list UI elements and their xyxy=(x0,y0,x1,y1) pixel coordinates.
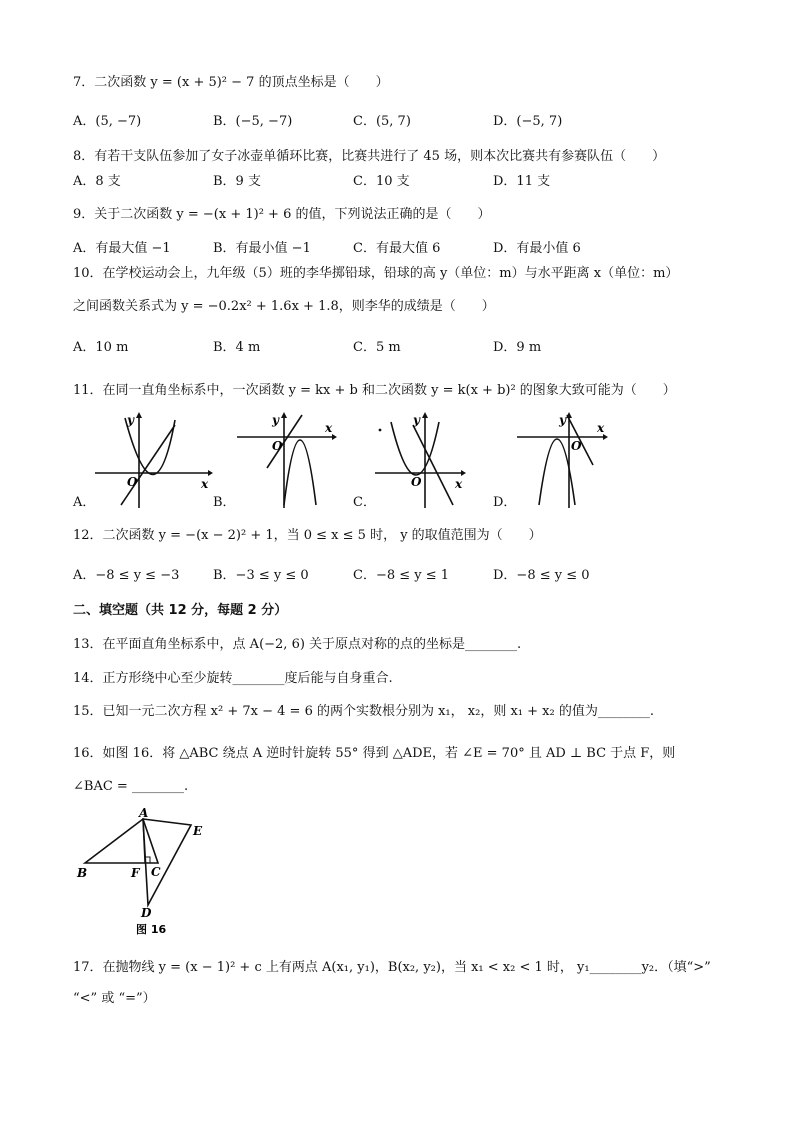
q11-option-b: B． xyxy=(213,495,236,510)
q11c-origin-label: O xyxy=(411,475,422,489)
q11d-origin-label: O xyxy=(571,439,582,453)
q11-graph-b xyxy=(232,410,352,510)
q11-option-c: C． xyxy=(353,495,376,510)
q7-option-c: C．(5, 7) xyxy=(353,114,411,129)
q11b-origin-label: O xyxy=(272,439,283,453)
q16-figure xyxy=(73,805,213,940)
q17-stem-line2: “<” 或 “=”） xyxy=(73,991,156,1006)
q16-caption: 图 16 xyxy=(136,923,167,936)
q11b-x-label: x xyxy=(325,421,333,435)
q8-option-a: A．8 支 xyxy=(73,174,121,189)
q11-stem: 11．在同一直角坐标系中，一次函数 y = kx + b 和二次函数 y = k(x + b)² 的图象大致可能为（ ） xyxy=(73,383,676,398)
q9-option-b: B．有最小值 −1 xyxy=(213,241,311,256)
q7-option-a: A．(5, −7) xyxy=(73,114,142,129)
q11a-x-label: x xyxy=(201,477,209,491)
q7-stem: 7．二次函数 y = (x + 5)² − 7 的顶点坐标是（ ） xyxy=(73,75,389,90)
q8-option-c: C．10 支 xyxy=(353,174,410,189)
q16-label-a: A xyxy=(139,806,149,820)
q8-option-b: B．9 支 xyxy=(213,174,261,189)
q10-option-d: D．9 m xyxy=(493,340,542,355)
q16-label-b: B xyxy=(77,866,88,880)
q17-stem-line1: 17．在抛物线 y = (x − 1)² + c 上有两点 A(x₁, y₁)，B(x₂, y₂)，当 x₁ < x₂ < 1 时， y₁________y₂．（填“>” xyxy=(73,960,711,975)
q10-stem-line1: 10．在学校运动会上，九年级（5）班的李华掷铅球，铅球的高 y（单位：m）与水平距离 x（单位：m） xyxy=(73,266,679,281)
q11d-y-label: y xyxy=(559,413,566,427)
q8-stem: 8．有若干支队伍参加了女子冰壶单循环比赛，比赛共进行了 45 场，则本次比赛共有参赛队伍（ ） xyxy=(73,149,666,164)
q12-option-d: D．−8 ≤ y ≤ 0 xyxy=(493,568,590,583)
q8-option-d: D．11 支 xyxy=(493,174,551,189)
q11c-x-label: x xyxy=(455,477,463,491)
q16-label-e: E xyxy=(193,824,203,838)
section-2-title: 二、填空题（共 12 分，每题 2 分） xyxy=(73,603,288,618)
q15-stem: 15．已知一元二次方程 x² + 7x − 4 = 6 的两个实数根分别为 x₁， x₂，则 x₁ + x₂ 的值为________. xyxy=(73,704,654,719)
q16-stem-line2: ∠BAC = ________. xyxy=(73,779,189,794)
q11-option-a: A． xyxy=(73,495,96,510)
q9-option-d: D．有最小值 6 xyxy=(493,241,581,256)
q16-label-c: C xyxy=(151,865,161,879)
q12-option-a: A．−8 ≤ y ≤ −3 xyxy=(73,568,180,583)
q10-stem-line2: 之间函数关系式为 y = −0.2x² + 1.6x + 1.8，则李华的成绩是（ ） xyxy=(73,299,495,314)
q12-stem: 12．二次函数 y = −(x − 2)² + 1，当 0 ≤ x ≤ 5 时， y 的取值范围为（ ） xyxy=(73,528,542,543)
q11-graph-a xyxy=(93,410,213,510)
q11c-y-label: y xyxy=(413,413,420,427)
q10-option-c: C．5 m xyxy=(353,340,401,355)
q7-option-d: D．(−5, 7) xyxy=(493,114,563,129)
q16-stem-line1: 16．如图 16．将 △ABC 绕点 A 逆时针旋转 55° 得到 △ADE，若 ∠E = 70° 且 AD ⊥ BC 于点 F，则 xyxy=(73,746,676,761)
q11a-origin-label: O xyxy=(127,475,138,489)
q11b-y-label: y xyxy=(272,413,279,427)
q14-stem: 14．正方形绕中心至少旋转________度后能与自身重合. xyxy=(73,671,393,686)
q16-label-f: F xyxy=(131,866,140,880)
q11-graph-c xyxy=(373,410,473,510)
q16-label-d: D xyxy=(141,906,152,920)
q10-option-b: B．4 m xyxy=(213,340,261,355)
q7-option-b: B．(−5, −7) xyxy=(213,114,293,129)
q12-option-c: C．−8 ≤ y ≤ 1 xyxy=(353,568,450,583)
q13-stem: 13．在平面直角坐标系中，点 A(−2, 6) 关于原点对称的点的坐标是________. xyxy=(73,637,522,652)
q11a-y-label: y xyxy=(127,413,134,427)
q11-graph-d xyxy=(515,410,625,510)
q11d-x-label: x xyxy=(597,421,605,435)
q9-option-c: C．有最大值 6 xyxy=(353,241,441,256)
q9-stem: 9．关于二次函数 y = −(x + 1)² + 6 的值，下列说法正确的是（ ） xyxy=(73,207,491,222)
q11-option-d: D． xyxy=(493,495,517,510)
q12-option-b: B．−3 ≤ y ≤ 0 xyxy=(213,568,309,583)
q10-option-a: A．10 m xyxy=(73,340,129,355)
q9-option-a: A．有最大值 −1 xyxy=(73,241,171,256)
